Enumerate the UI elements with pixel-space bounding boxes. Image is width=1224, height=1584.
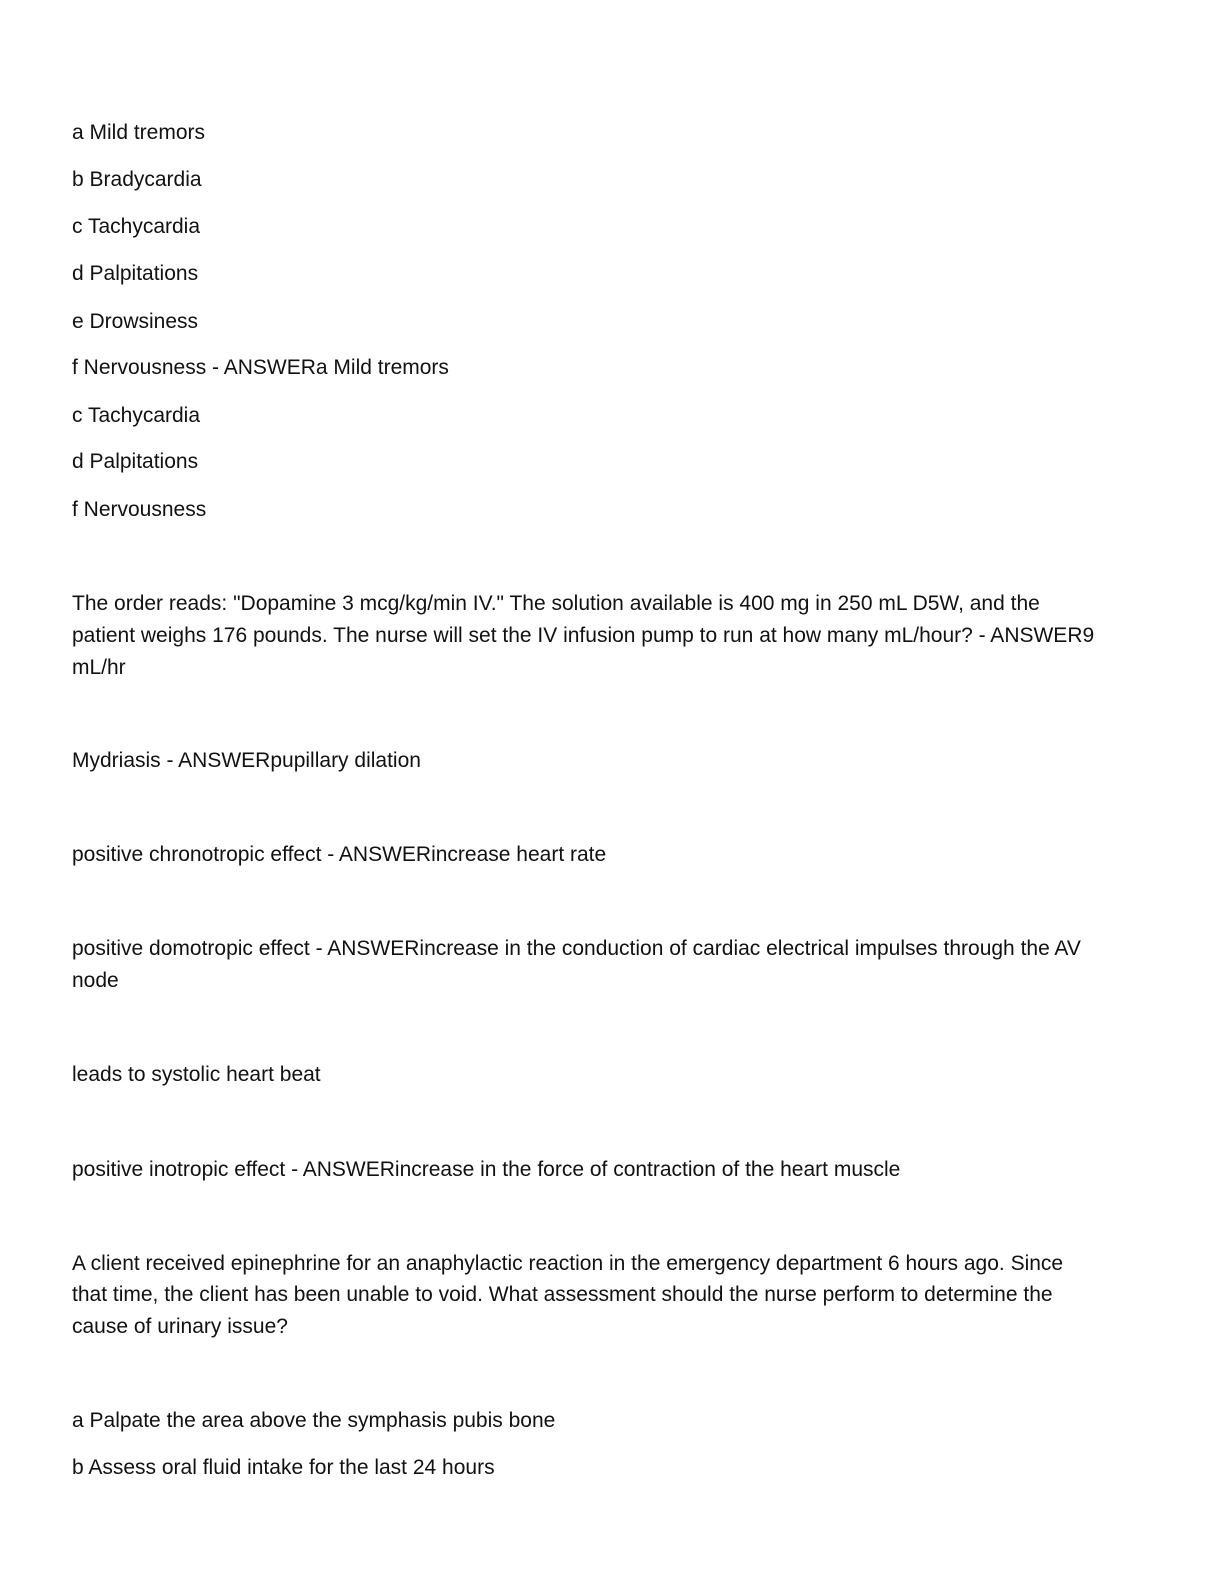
definition-line: positive inotropic effect - ANSWERincrease in the force of contraction of the heart muscle [72,1158,901,1181]
answer-option-line: c Tachycardia [72,215,201,238]
answer-line: f Nervousness - ANSWERa Mild tremors [72,356,449,379]
answer-option-line: f Nervousness [72,498,207,521]
answer-option-line: a Mild tremors [72,121,206,144]
definition-line: positive domotropic effect - ANSWERincrease in the conduction of cardiac electrical impulses through the AV [72,937,1081,960]
answer-option-line: d Palpitations [72,450,199,473]
definition-line: positive chronotropic effect - ANSWERincrease heart rate [72,843,607,866]
answer-option-line: b Assess oral fluid intake for the last 24 hours [72,1456,495,1479]
definition-line: node [72,969,119,992]
definition-line: Mydriasis - ANSWERpupillary dilation [72,749,421,772]
definition-line: leads to systolic heart beat [72,1063,321,1086]
question-line: that time, the client has been unable to void. What assessment should the nurse perform to determine the [72,1283,1053,1306]
answer-option-line: b Bradycardia [72,168,202,191]
answer-option-line: d Palpitations [72,262,199,285]
answer-option-line: e Drowsiness [72,310,199,333]
answer-option-line: c Tachycardia [72,404,201,427]
question-line: patient weighs 176 pounds. The nurse will set the IV infusion pump to run at how many mL/hour? - ANSWER9 [72,624,1095,647]
question-line: The order reads: "Dopamine 3 mcg/kg/min IV." The solution available is 400 mg in 250 mL D5W, and the [72,592,1040,615]
question-line: cause of urinary issue? [72,1315,288,1338]
question-line: mL/hr [72,656,126,679]
answer-option-line: a Palpate the area above the symphasis pubis bone [72,1409,556,1432]
question-line: A client received epinephrine for an anaphylactic reaction in the emergency department 6 hours ago. Since [72,1252,1064,1275]
